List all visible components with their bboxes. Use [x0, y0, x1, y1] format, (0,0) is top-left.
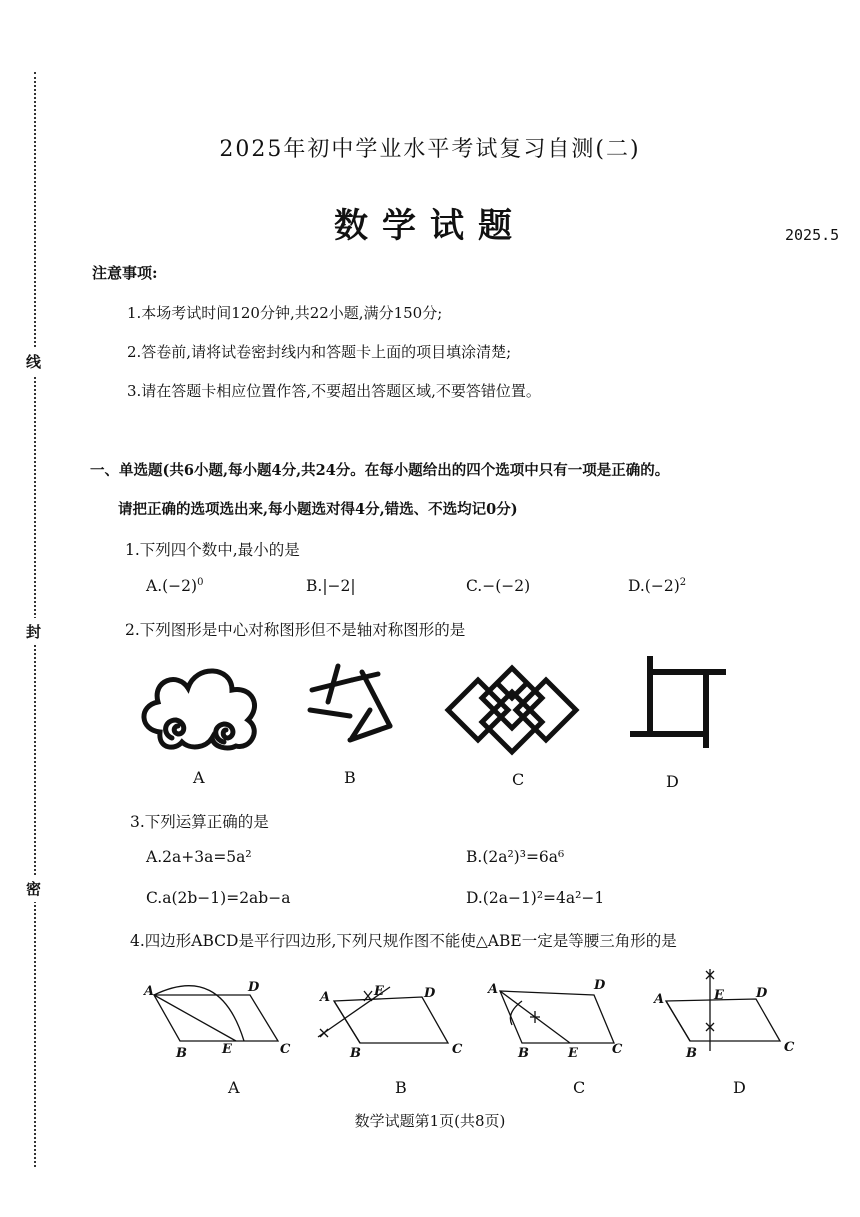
q4a-point-a: A [144, 984, 155, 999]
q4b-point-b: B [350, 1046, 361, 1061]
notice-item-2: 2.答卷前,请将试卷密封线内和答题卡上面的项目填涂清楚; [127, 343, 512, 361]
q2-figure-c-knot [448, 668, 576, 752]
q4d-point-b: B [686, 1046, 697, 1061]
q3-option-b: B.(2a²)³=6a⁶ [466, 848, 565, 866]
q4a-point-c: C [280, 1042, 291, 1057]
q2-label-b: B [344, 768, 356, 787]
exam-subtitle: 2025年初中学业水平考试复习自测(二) [219, 137, 641, 162]
q4d-point-c: C [784, 1040, 795, 1055]
q4b-point-d: D [424, 986, 436, 1001]
seal-char-feng: 封 [26, 618, 41, 645]
q1-option-d: $D.(-2)^2$ [628, 577, 687, 596]
q2-figure-a-cloud [144, 671, 255, 748]
q4-label-b: B [395, 1078, 407, 1097]
q2-label-a: A [193, 768, 205, 787]
q3-stem: 3.下列运算正确的是 [130, 813, 269, 831]
q4c-point-e: E [568, 1046, 578, 1061]
notice-item-3: 3.请在答题卡相应位置作答,不要超出答题区域,不要答错位置。 [127, 382, 541, 400]
q1-option-b: B.|−2| [306, 577, 356, 595]
q1-stem: 1.下列四个数中,最小的是 [125, 541, 300, 559]
q3-option-d: D.(2a−1)²=4a²−1 [466, 889, 605, 907]
q4-stem: 4.四边形ABCD是平行四边形,下列尺规作图不能使△ABE一定是等腰三角形的是 [130, 932, 677, 950]
q2-label-d: D [666, 772, 679, 791]
section1-line2: 请把正确的选项选出来,每小题选对得4分,错选、不选均记0分) [118, 501, 518, 518]
q4a-point-b: B [176, 1046, 187, 1061]
q4-label-a: A [228, 1078, 240, 1097]
q2-stem: 2.下列图形是中心对称图形但不是轴对称图形的是 [125, 621, 466, 639]
q2-figure-d-square [630, 656, 726, 748]
q4-label-c: C [573, 1078, 586, 1097]
q4b-point-e: E [374, 984, 384, 999]
seal-char-mi: 密 [26, 875, 41, 902]
q4-figures [0, 965, 860, 1065]
exam-date: 2025.5 [785, 226, 840, 244]
q4-figure-d [666, 969, 780, 1051]
q3-option-c: C.a(2b−1)=2ab−a [146, 889, 291, 907]
q4d-point-e: E [714, 988, 724, 1003]
q2-figure-b-pinwheel [310, 666, 390, 740]
q2-label-c: C [512, 770, 525, 789]
q4-label-d: D [733, 1078, 746, 1097]
q4b-point-c: C [452, 1042, 463, 1057]
notice-heading: 注意事项: [92, 264, 158, 282]
q1-option-c: C.−(−2) [466, 577, 531, 595]
q4-figure-a [154, 986, 278, 1041]
q4-figure-c [500, 991, 614, 1043]
q4c-point-b: B [518, 1046, 529, 1061]
q4a-point-e: E [222, 1042, 232, 1057]
page-footer: 数学试题第1页(共8页) [354, 1112, 506, 1130]
q4c-point-a: A [488, 982, 499, 997]
q3-option-a: A.2a+3a=5a² [146, 848, 252, 866]
section1-line1: 一、单选题(共6小题,每小题4分,共24分。在每小题给出的四个选项中只有一项是正确的。 [90, 462, 670, 479]
q4d-point-a: A [654, 992, 665, 1007]
q4c-point-d: D [594, 978, 606, 993]
q2-figures [0, 650, 860, 800]
q4d-point-d: D [756, 986, 768, 1001]
seal-char-xian: 线 [26, 348, 41, 375]
exam-title: 数学试题 [334, 206, 526, 246]
q1-option-a: $A.(-2)^0$ [146, 577, 204, 596]
q4a-point-d: D [248, 980, 260, 995]
q4b-point-a: A [320, 990, 331, 1005]
q4c-point-c: C [612, 1042, 623, 1057]
notice-item-1: 1.本场考试时间120分钟,共22小题,满分150分; [127, 304, 443, 322]
